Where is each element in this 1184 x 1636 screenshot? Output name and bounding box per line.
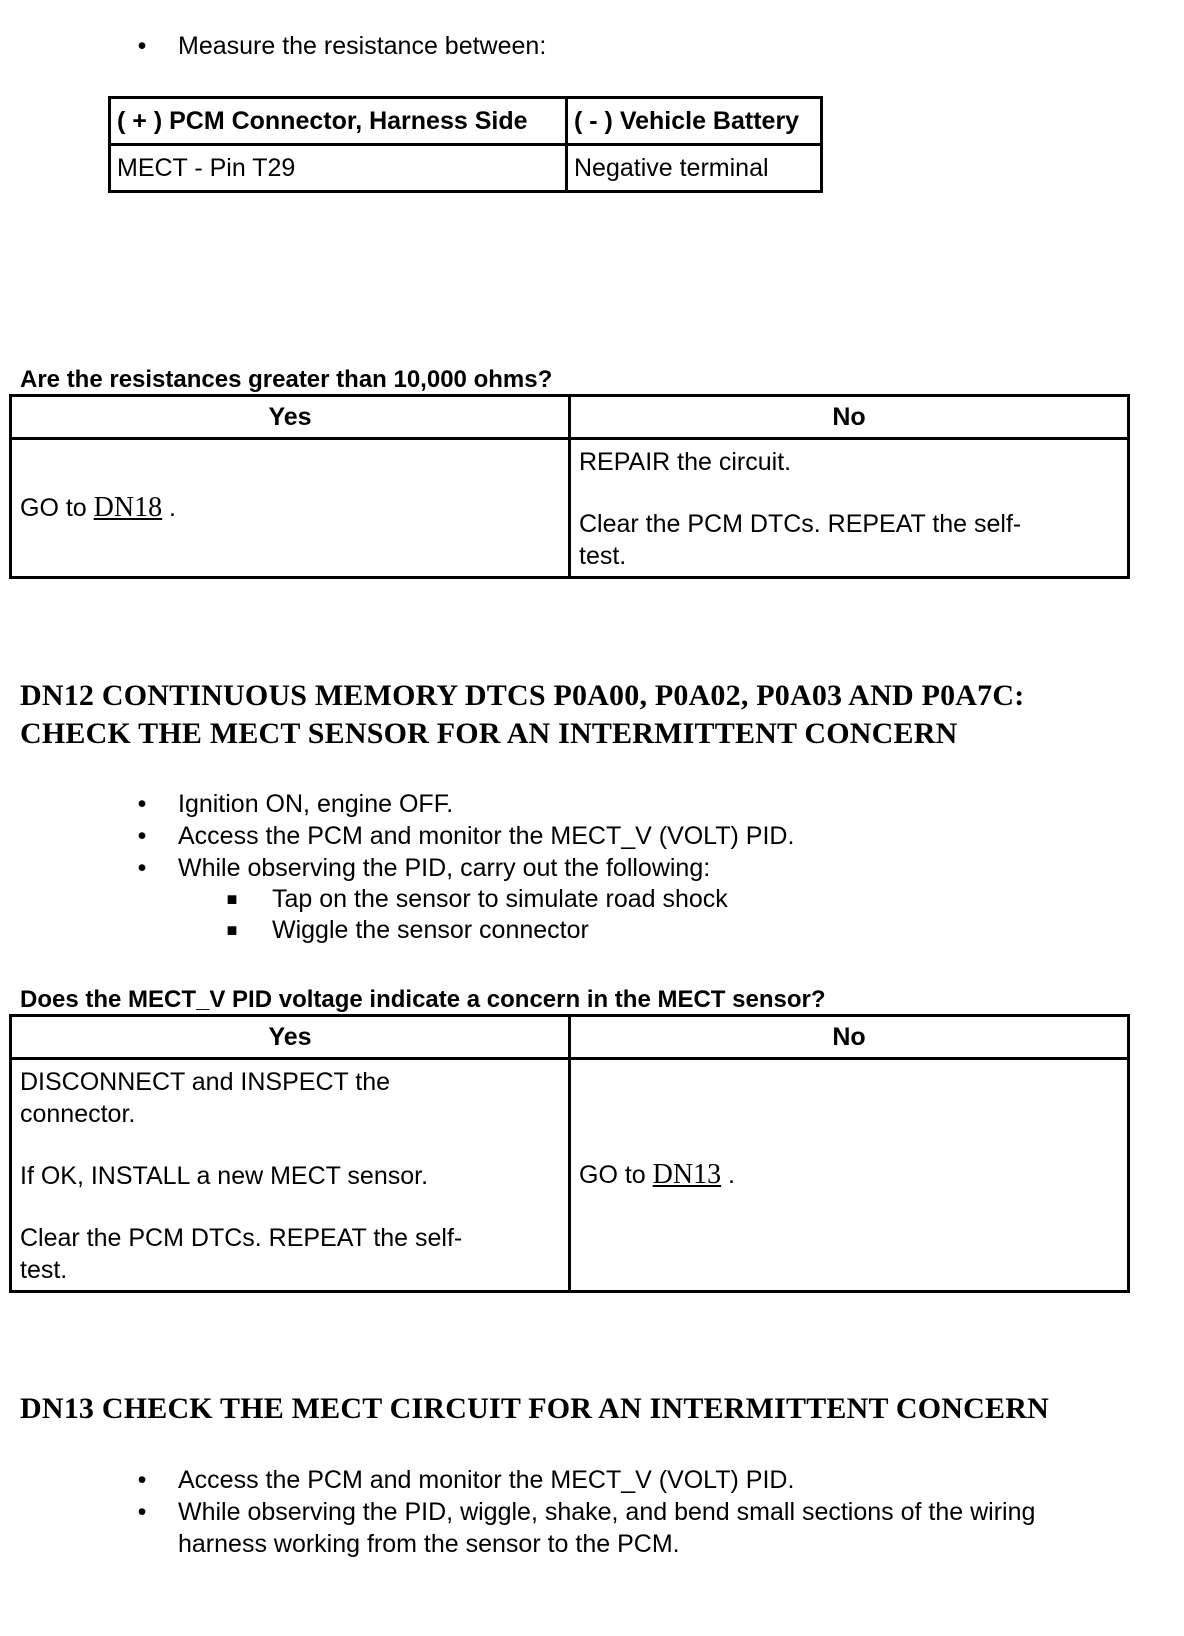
result-header-row (11, 1016, 1129, 1059)
measure-header-battery: ( - ) Vehicle Battery (567, 98, 822, 145)
bullet-dot: • (137, 790, 147, 818)
result-table-mect-voltage (9, 1014, 1130, 1293)
yes-cell (11, 439, 570, 578)
measure-header-pcm: ( + ) PCM Connector, Harness Side (110, 98, 567, 145)
measure-cell-pin: MECT - Pin T29 (110, 145, 567, 192)
bullet-text: Ignition ON, engine OFF. (178, 790, 454, 818)
link-dn18[interactable]: DN18 (93, 492, 163, 523)
yes-line-install: If OK, INSTALL a new MECT sensor. (20, 1162, 429, 1190)
paragraph-gap (20, 1192, 560, 1222)
bullet-dot: • (137, 1498, 147, 1526)
sub-bullet-text: Wiggle the sensor connector (272, 916, 589, 944)
measure-table (108, 96, 823, 193)
yes-go-to-text: GO to (20, 494, 87, 522)
bullet-dot: • (137, 1466, 147, 1494)
yes-cell (11, 1059, 570, 1292)
no-go-to-text: GO to (579, 1161, 646, 1189)
no-line-repair: REPAIR the circuit. (579, 448, 792, 476)
no-cell (570, 1059, 1129, 1292)
measure-table-header-row (110, 98, 822, 145)
square-bullet: ■ (226, 920, 238, 940)
link-dn13[interactable]: DN13 (652, 1159, 722, 1190)
bullet-text: Access the PCM and monitor the MECT_V (VOLT) PID. (178, 1466, 795, 1494)
square-bullet: ■ (226, 889, 238, 909)
yes-header: Yes (11, 1016, 570, 1059)
bullet-text: While observing the PID, wiggle, shake, and bend small sections of the wiring harness working from the sensor to the PCM. (178, 1498, 1036, 1558)
question-resistance: Are the resistances greater than 10,000 ohms? (20, 366, 553, 393)
bullet-dot: • (137, 32, 147, 60)
bullet-text: Measure the resistance between: (178, 32, 547, 60)
yes-suffix: . (169, 494, 176, 522)
question-mect-voltage: Does the MECT_V PID voltage indicate a concern in the MECT sensor? (20, 986, 826, 1013)
bullet-dot: • (137, 854, 147, 882)
no-cell (570, 439, 1129, 578)
bullet-text: While observing the PID, carry out the following: (178, 854, 711, 882)
no-suffix: . (728, 1161, 735, 1189)
bullet-dot: • (137, 822, 147, 850)
sub-bullet-text: Tap on the sensor to simulate road shock (272, 885, 728, 913)
no-header: No (570, 396, 1129, 439)
heading-dn13: DN13 CHECK THE MECT CIRCUIT FOR AN INTERMITTENT CONCERN (20, 1392, 1049, 1425)
yes-line-clear: Clear the PCM DTCs. REPEAT the self-test. (20, 1224, 463, 1284)
yes-line-disconnect: DISCONNECT and INSPECT the connector. (20, 1068, 391, 1128)
paragraph-gap (20, 1130, 560, 1160)
heading-dn12-line2: CHECK THE MECT SENSOR FOR AN INTERMITTENT CONCERN (20, 717, 958, 750)
result-body-row (11, 439, 1129, 578)
yes-header: Yes (11, 396, 570, 439)
measure-cell-terminal: Negative terminal (567, 145, 822, 192)
result-table-resistance (9, 394, 1130, 579)
heading-dn12-line1: DN12 CONTINUOUS MEMORY DTCS P0A00, P0A02, P0A03 AND P0A7C: (20, 679, 1025, 712)
result-body-row (11, 1059, 1129, 1292)
result-header-row (11, 396, 1129, 439)
bullet-text: Access the PCM and monitor the MECT_V (VOLT) PID. (178, 822, 795, 850)
measure-table-row (110, 145, 822, 192)
no-header: No (570, 1016, 1129, 1059)
paragraph-gap (579, 478, 1119, 508)
no-line-clear: Clear the PCM DTCs. REPEAT the self-test. (579, 510, 1022, 570)
